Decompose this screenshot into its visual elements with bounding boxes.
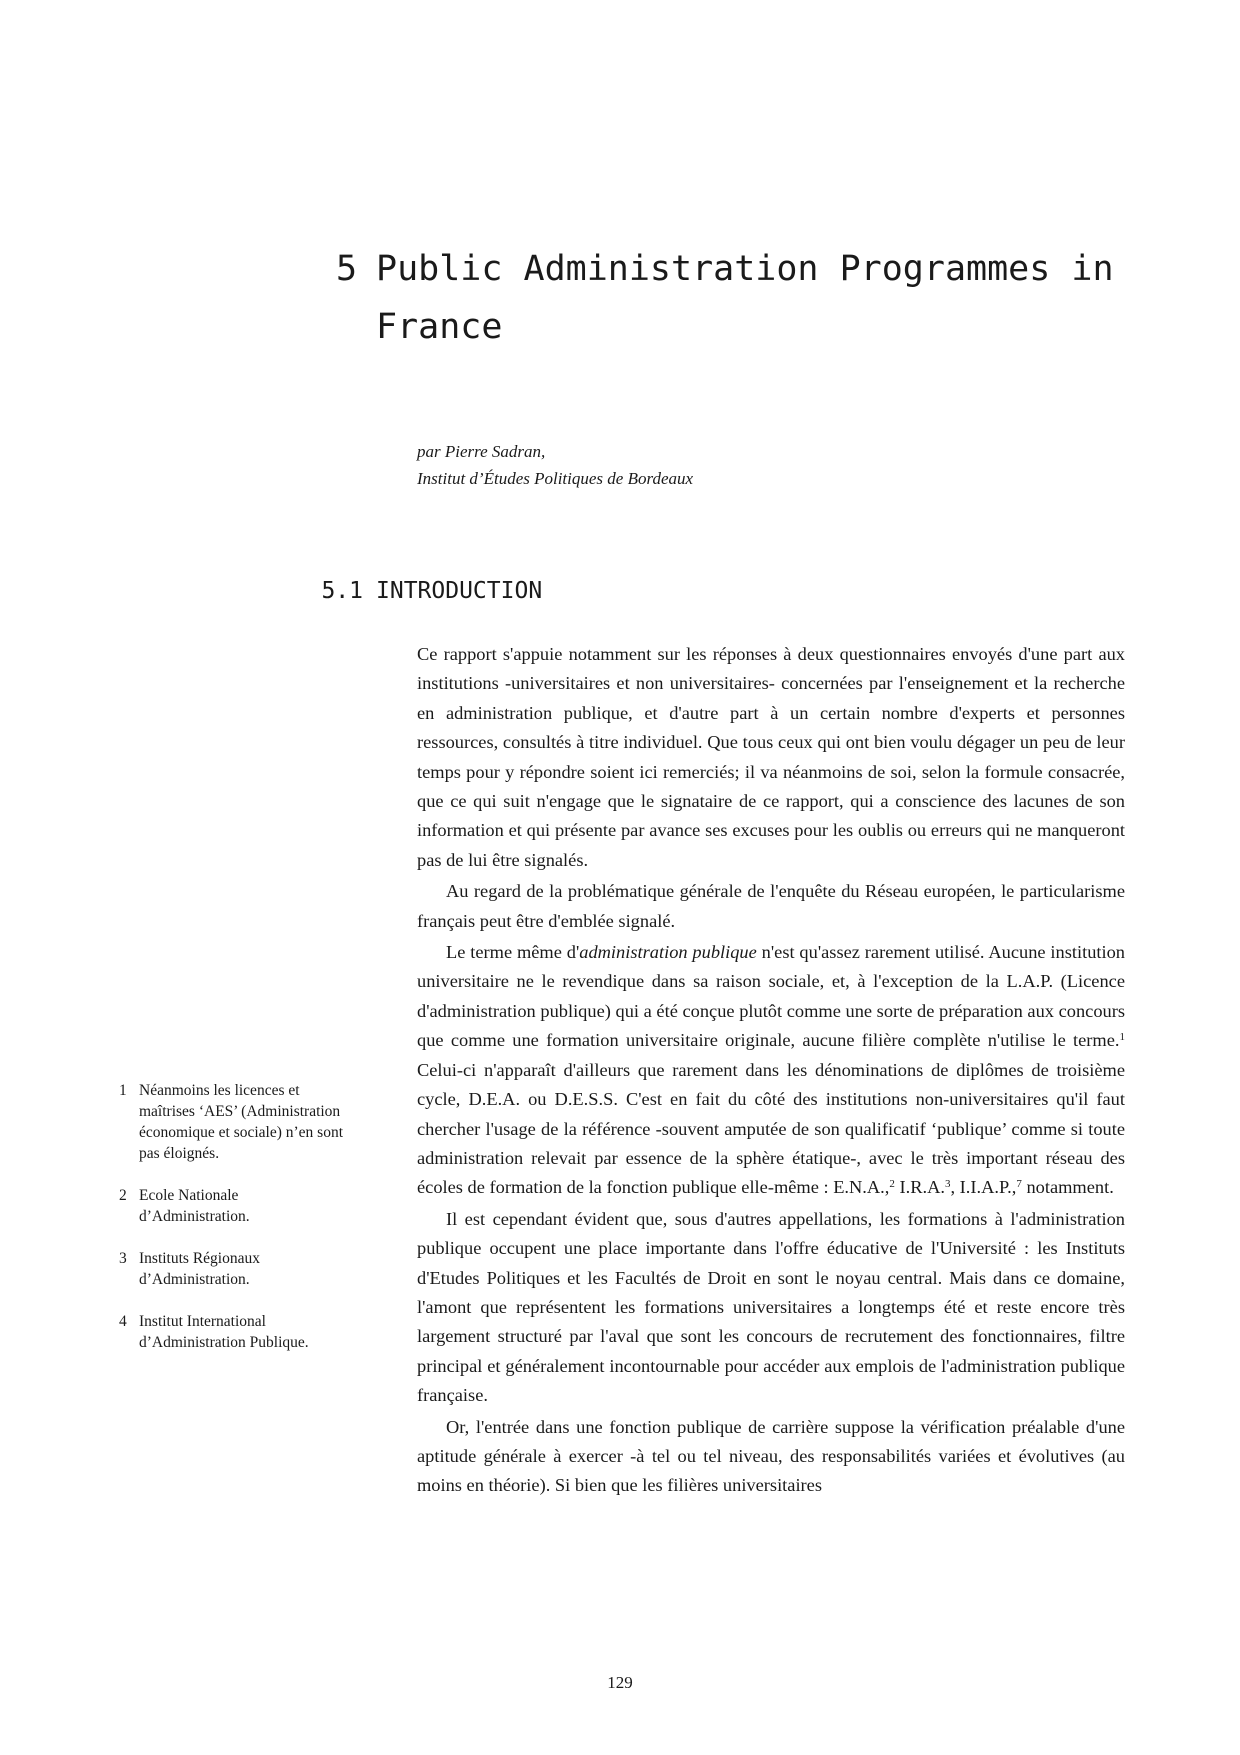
page-number: 129 xyxy=(607,1673,633,1692)
footnote xyxy=(119,1185,349,1227)
chapter-number: 5 xyxy=(336,249,358,289)
body-text xyxy=(417,640,1125,1501)
paragraph-3-part-e: , I.I.A.P., xyxy=(950,1177,1017,1198)
paragraph-3-part-f: notamment. xyxy=(1021,1177,1114,1198)
footnote-ref-2[interactable]: 2 xyxy=(889,1178,895,1191)
section-title: INTRODUCTION xyxy=(376,578,543,604)
footnote xyxy=(119,1311,349,1353)
footnote xyxy=(119,1248,349,1290)
paragraph-4: Il est cependant évident que, sous d'autres appellations, les formations à l'administration publique occupent une place importante dans l'offre éducative de l'Université : les Instituts d'Etudes Politiques et les Facultés de Droit en sont le noyau central. Mais dans ce domaine, l'amont que représentent les formations universitaires a longtemps été et reste encore très largement structuré par l'aval que sont les concours de recrutement des fonctionnaires, filtre principal et généralement incontournable pour accéder aux emplois de l'administration publique française. xyxy=(417,1208,1125,1406)
paragraph-5: Or, l'entrée dans une fonction publique de carrière suppose la vérification préalable d'une aptitude générale à exercer -à tel ou tel niveau, des responsabilités variées et évolutives (au moins en théorie). Si bien que les filières universitaires xyxy=(417,1416,1125,1496)
footnote-text: Institut International d’Administration Publique. xyxy=(139,1313,309,1351)
footnote-number: 3 xyxy=(119,1250,127,1267)
margin-footnotes xyxy=(119,1080,349,1374)
paragraph-3-emphasis: administration publique xyxy=(579,942,757,963)
footnote-number: 4 xyxy=(119,1313,127,1330)
footnote-text: Ecole Nationale d’Administration. xyxy=(139,1187,250,1225)
chapter-title-text: Public Administration Programmes in France xyxy=(376,249,1114,347)
paragraph-2: Au regard de la problématique générale de l'enquête du Réseau européen, le particularisme français peut être d'emblée signalé. xyxy=(417,881,1125,931)
paragraph-3 xyxy=(417,938,1125,1203)
footnote-text: Instituts Régionaux d’Administration. xyxy=(139,1250,260,1288)
chapter-title xyxy=(336,240,1136,356)
author-affiliation: Institut d’Études Politiques de Bordeaux xyxy=(417,469,694,488)
paragraph-3-part-d: I.R.A. xyxy=(894,1177,945,1198)
author-name: par Pierre Sadran, xyxy=(417,442,546,461)
footnote-number: 2 xyxy=(119,1187,127,1204)
footnote-number: 1 xyxy=(119,1082,127,1099)
footnote-ref-7[interactable]: 7 xyxy=(1016,1178,1022,1191)
paragraph-3-part-c: Celui-ci n'apparaît d'ailleurs que rarement dans les dénominations de diplômes de troisième cycle, D.E.A. ou D.E.S.S. C'est en fait du côté des institutions non-universitaires qu'il faut chercher l'usage de la référence -souvent amputée de son qualificatif ‘publique’ comme si toute administration relevait par essence de la sphère étatique-, avec le très important réseau des écoles de formation de la fonction publique elle-même : E.N.A., xyxy=(417,1059,1125,1198)
footnote xyxy=(119,1080,349,1164)
author-block xyxy=(417,438,693,492)
section-number: 5.1 xyxy=(321,578,363,604)
footnote-ref-1[interactable]: 1 xyxy=(1119,1031,1125,1044)
paragraph-3-part-a: Le terme même d' xyxy=(446,942,580,963)
section-heading xyxy=(321,574,543,608)
footnote-ref-3[interactable]: 3 xyxy=(944,1178,951,1191)
paragraph-1: Ce rapport s'appuie notamment sur les réponses à deux questionnaires envoyés d'une part aux institutions -universitaires et non universitaires- concernées par l'enseignement et la recherche en administration publique, et d'autre part à un certain nombre d'experts et personnes ressources, consultés à titre individuel. Que tous ceux qui ont bien voulu dégager un peu de leur temps pour y répondre soient ici remerciés; il va néanmoins de soi, selon la formule consacrée, que ce qui suit n'engage que le signataire de ce rapport, qui a conscience des lacunes de son information et qui présente par avance ses excuses pour les oublis ou erreurs qui ne manqueront pas de lui être signalés. xyxy=(417,644,1125,870)
paragraph-3-part-b: n'est qu'assez rarement utilisé. Aucune institution universitaire ne le revendique dans sa raison sociale, et, à l'exception de la L.A.P. (Licence d'administration publique) qui a été conçue plutôt comme une sorte de préparation aux concours que comme une formation universitaire originale, aucune filière complète n'utilise le terme. xyxy=(417,942,1126,1051)
footnote-text: Néanmoins les licences et maîtrises ‘AES’ (Administration économique et sociale) n’en sont pas éloignés. xyxy=(139,1082,344,1162)
